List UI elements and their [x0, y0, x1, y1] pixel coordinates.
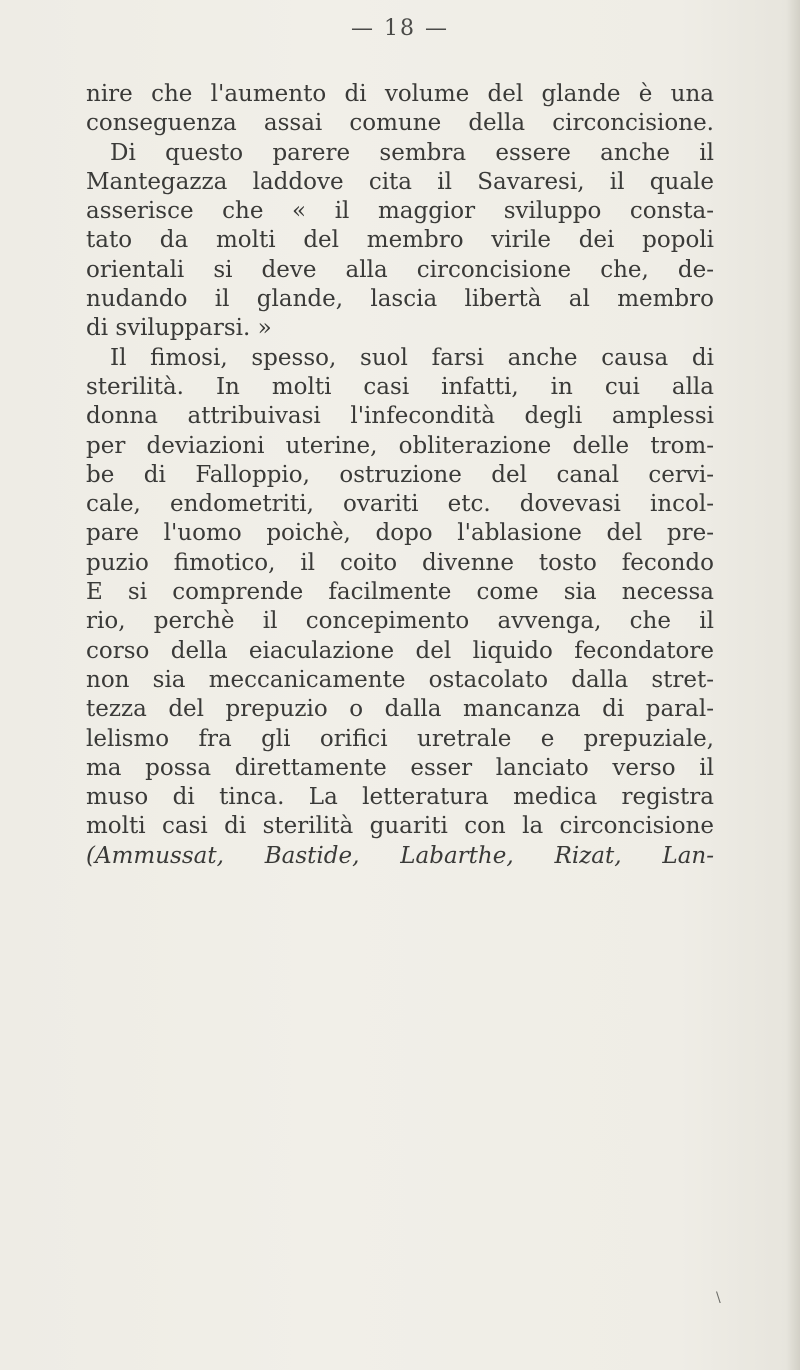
text-line-citation: (Ammussat, Bastide, Labarthe, Rizat, Lan-: [86, 842, 714, 869]
text-line: corso della eiaculazione del liquido fecondatore: [86, 637, 714, 664]
text-line: donna attribuivasi l'infecondità degli amplessi: [86, 403, 714, 430]
text-line: sterilità. In molti casi infatti, in cui alla: [86, 373, 714, 400]
text-line: cale, endometriti, ovariti etc. dovevasi incol-: [86, 491, 714, 518]
text-line: Mantegazza laddove cita il Savaresi, il quale: [86, 168, 714, 195]
text-line: Di questo parere sembra essere anche il: [110, 139, 714, 166]
text-line: nire che l'aumento di volume del glande è una: [86, 81, 714, 107]
text-line: pare l'uomo poichè, dopo l'ablasione del pre-: [86, 520, 714, 547]
text-line: molti casi di sterilità guariti con la circoncisione: [86, 813, 714, 840]
page-edge-shadow: [786, 0, 800, 1370]
text-line: be di Falloppio, ostruzione del canal cervi-: [86, 461, 714, 488]
text-line: ma possa direttamente esser lanciato verso il: [86, 754, 714, 781]
text-line: rio, perchè il concepimento avvenga, che il: [86, 608, 714, 635]
text-line: nudando il glande, lascia libertà al membro: [86, 286, 714, 313]
text-line: tezza del prepuzio o dalla mancanza di paral-: [86, 696, 714, 723]
page-number: — 18 —: [351, 16, 449, 41]
text-line: orientali si deve alla circoncisione che, de-: [86, 256, 714, 283]
text-line: conseguenza assai comune della circoncisione.: [86, 110, 714, 137]
text-line: tato da molti del membro virile dei popoli: [86, 227, 714, 254]
text-line: non sia meccanicamente ostacolato dalla stret-: [86, 666, 714, 693]
text-line: per deviazioni uterine, obliterazione delle trom-: [86, 432, 714, 459]
text-line: di svilupparsi. »: [86, 315, 272, 342]
body-text: [86, 80, 714, 871]
text-line: puzio fimotico, il coito divenne tosto fecondo: [86, 549, 714, 576]
text-line: muso di tinca. La letteratura medica registra: [86, 784, 714, 811]
text-line: asserisce che « il maggior sviluppo consta-: [86, 198, 714, 225]
text-line: Il fimosi, spesso, suol farsi anche causa di: [110, 344, 714, 371]
text-line: lelismo fra gli orifici uretrale e prepuziale,: [86, 725, 714, 752]
stray-mark: \: [716, 1290, 721, 1306]
text-line: E si comprende facilmente come sia necessa: [86, 579, 714, 606]
